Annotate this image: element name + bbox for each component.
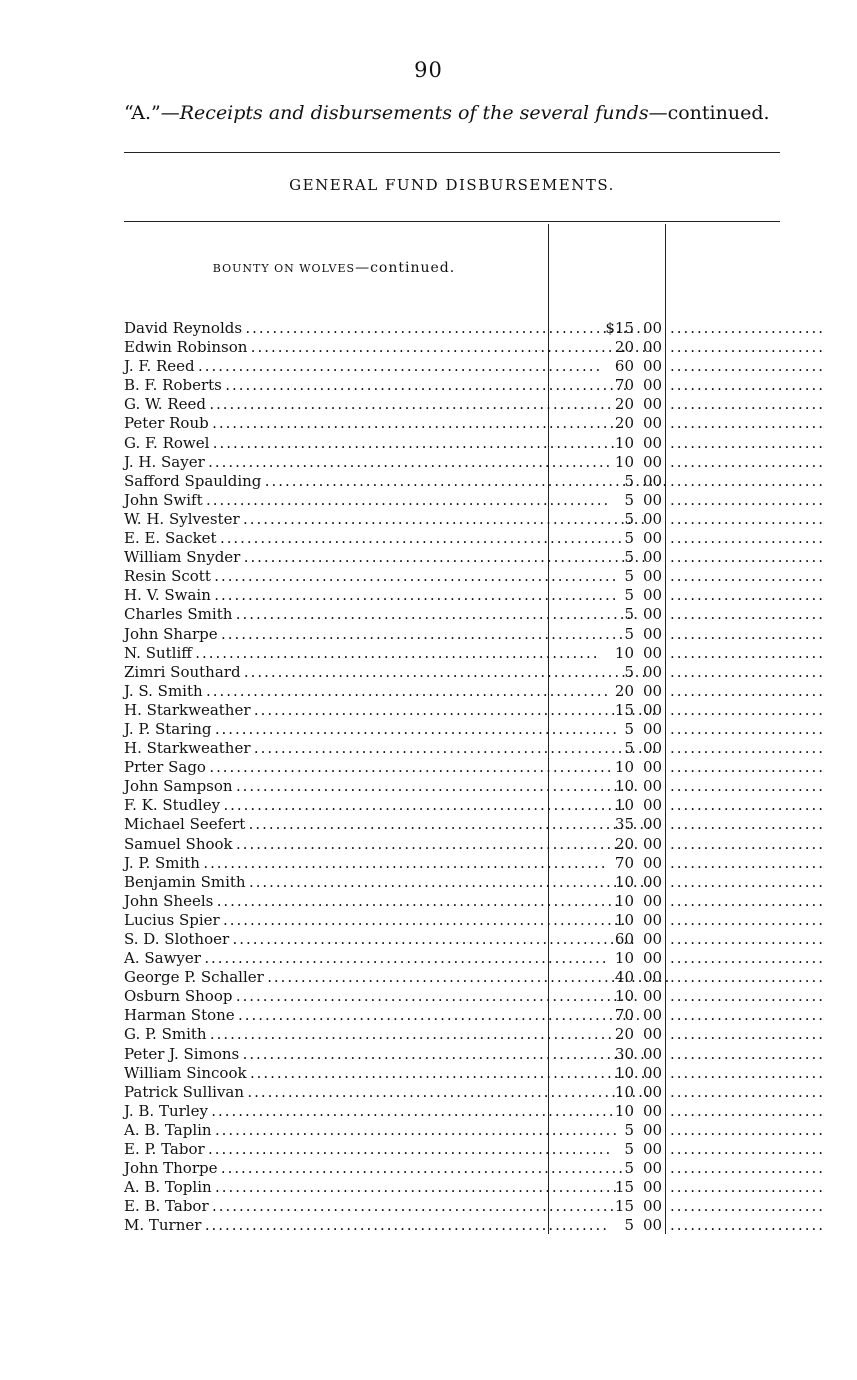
payee-name: Benjamin Smith . . . [124,873,546,892]
dot-leader: . . . . . . . . . . . . . . . . . . . . . . . [670,662,822,681]
amount-dollars: 15 [614,700,634,719]
amount-cents: 00 [643,1063,663,1082]
table-row [124,719,822,739]
dot-leader: . . . . . . . . . . . . . . . . . . . . . . . [670,834,822,853]
amount-dollars: 5 [624,739,634,758]
dot-leader: . . . . . . . . . . . . . . . . . . . . . . . [670,376,822,395]
dot-leader: . . . . . . . . . . . . . . . . . . . . . . . [670,777,822,796]
dot-leader: . . . . . . . . . . . . . . . . . . . . . . . [670,930,822,948]
payee-name: A. Sawyer . . . [124,949,546,968]
amount-cents: 00 [643,357,663,376]
dot-leader: . . . . . . . . . . . . . . . . . . . . . . . [670,624,822,643]
amount-dollars: 5 [624,1216,634,1235]
dot-leader: . . . . . . . . . . . . . . . . . . . . . . . [670,700,822,719]
amount-cents: 00 [643,891,663,910]
amount-cents: 00 [643,490,663,509]
amount-dollars: 35 [614,815,634,834]
amount-cents: 00 [643,509,663,528]
amount-dollars: 40 [614,968,634,987]
amount-cents: 00 [643,1101,663,1120]
subheading-caps: BOUNTY ON WOLVES [212,262,356,275]
payee-name: Edwin Robinson . . . [124,338,546,357]
dot-leader: . . . . . . . . . . . . . . . . . . . . . . . [670,968,822,987]
amount-dollars: 20 [614,1025,634,1044]
table-row [124,605,822,624]
amount-cents: 00 [643,624,663,643]
amount-cents: 00 [643,1082,663,1101]
table-row [124,872,822,892]
amount-cents: 00 [643,1006,663,1025]
table-row [124,1140,822,1159]
page-number: 90 [414,58,443,82]
payee-name: G. F. Rowel . . . [124,434,546,453]
dot-leader: . . . . . . . . . . . . . . . . . . . . . . . [670,643,822,662]
payee-name: Lucius Spier . . . [124,911,546,930]
payee-name: Peter J. Simons . . . [124,1045,546,1064]
table-row [124,1101,822,1121]
amount-cents: 00 [643,949,663,968]
amount-cents: 00 [643,471,663,490]
dot-leader: . . . . . . . . . . . . . . . . . . . . . . . [670,1101,822,1120]
amount-cents: 00 [643,777,663,796]
payee-name: J. S. Smith . . . [124,682,546,701]
dot-leader: . . . . . . . . . . . . . . . . . . . . . . . [670,509,822,528]
amount-dollars: 10 [614,643,634,662]
table-row [124,777,822,796]
amount-dollars: 10 [614,949,634,968]
amount-dollars: 20 [614,395,634,414]
subheading-rest: —continued. [355,260,456,276]
table-row [124,376,822,395]
dot-leader: . . . . . . . . . . . . . . . . . . . . . . . [670,1178,822,1197]
amount-dollars: $15 [605,319,634,337]
dot-leader: . . . . . . . . . . . . . . . . . . . . . . . [670,872,822,891]
table-row [124,796,822,815]
table-row [124,987,822,1006]
table-row [124,452,822,472]
table-row [124,1120,822,1140]
amount-cents: 00 [643,376,663,395]
table-row [124,700,822,720]
payee-name: Prter Sago . . . [124,758,546,777]
dot-leader: . . . . . . . . . . . . . . . . . . . . . . . [670,1044,822,1063]
amount-dollars: 15 [614,1197,634,1216]
dot-leader: . . . . . . . . . . . . . . . . . . . . . . . [670,891,822,910]
dot-leader: . . . . . . . . . . . . . . . . . . . . . . . [670,1120,822,1139]
amount-dollars: 30 [614,1044,634,1063]
amount-cents: 00 [643,1159,663,1178]
top-rule [124,152,780,153]
table-top-rule [124,221,780,222]
payee-name: John Swift . . . [124,491,546,510]
table-row [124,395,822,414]
payee-name: Samuel Shook . . . [124,835,546,854]
table-row [124,758,822,777]
amount-dollars: 5 [624,624,634,643]
amount-cents: 00 [643,643,663,662]
table-row [124,490,822,510]
amount-cents: 00 [643,910,663,929]
dot-leader: . . . . . . . . . . . . . . . . . . . . . . . [670,1159,822,1178]
amount-dollars: 5 [624,605,634,624]
payee-name: H. Starkweather . . . [124,701,546,720]
amount-dollars: 5 [624,1159,634,1178]
amount-cents: 00 [643,758,663,777]
amount-cents: 00 [643,395,663,414]
amount-dollars: 10 [614,872,634,891]
amount-dollars: 5 [624,471,634,490]
amount-dollars: 5 [624,1140,634,1159]
payee-name: A. B. Taplin . . . [124,1121,546,1140]
payee-name: William Snyder . . . [124,548,546,567]
header-prefix: “A.”— [124,102,180,124]
payee-name: S. D. Slothoer . . . [124,930,546,949]
amount-dollars: 20 [614,681,634,700]
amount-dollars: 10 [614,987,634,1006]
table-row [124,567,822,586]
dot-leader: . . . . . . . . . . . . . . . . . . . . . . . [670,758,822,777]
amount-cents: 00 [643,1178,663,1197]
amount-dollars: 5 [624,529,634,548]
table-row [124,433,822,453]
amount-dollars: 5 [624,548,634,567]
payee-name: Peter Roub . . . [124,414,546,433]
table-row [124,357,822,376]
payee-name: John Sampson . . . [124,777,546,796]
table-row [124,471,822,491]
payee-name: F. K. Studley . . . [124,796,546,815]
amount-dollars: 5 [624,662,634,681]
amount-cents: 00 [643,1025,663,1044]
table-row [124,1063,822,1083]
table-row [124,586,822,605]
payee-name: Safford Spaulding . . . [124,472,546,491]
table-row [124,681,822,701]
payee-name: George P. Schaller . . . [124,968,546,987]
payee-name: John Thorpe . . . [124,1159,546,1178]
running-header [124,102,780,124]
amount-cents: 00 [643,834,663,853]
amount-cents: 00 [643,872,663,891]
payee-name: H. Starkweather . . . [124,739,546,758]
dot-leader: . . . . . . . . . . . . . . . . . . . . . . . [670,1216,822,1235]
amount-dollars: 5 [624,1120,634,1139]
payee-name: Resin Scott . . . [124,567,546,586]
amount-cents: 00 [643,930,663,948]
amount-dollars: 10 [614,433,634,452]
table-row [124,949,822,968]
payee-name: G. P. Smith . . . [124,1025,546,1044]
amount-cents: 00 [643,1140,663,1159]
dot-leader: . . . . . . . . . . . . . . . . . . . . . . . [670,357,822,376]
amount-dollars: 10 [614,777,634,796]
payee-name: Patrick Sullivan . . . [124,1083,546,1102]
amount-dollars: 20 [614,834,634,853]
dot-leader: . . . . . . . . . . . . . . . . . . . . . . . [670,586,822,605]
table-row [124,1216,822,1235]
dot-leader: . . . . . . . . . . . . . . . . . . . . . . . [670,739,822,758]
amount-cents: 00 [643,681,663,700]
dot-leader: . . . . . . . . . . . . . . . . . . . . . . . [670,1082,822,1101]
amount-cents: 00 [643,968,663,987]
dot-leader: . . . . . . . . . . . . . . . . . . . . . . . [670,987,822,1006]
amount-cents: 00 [643,414,663,433]
table-row [124,319,822,338]
table-row [124,1082,822,1102]
payee-name: N. Sutliff . . . [124,644,546,663]
table-row [124,643,822,663]
dot-leader: . . . . . . . . . . . . . . . . . . . . . . . [670,395,822,414]
amount-dollars: 5 [624,567,634,586]
table-row [124,930,822,949]
amount-cents: 00 [643,853,663,872]
table-row [124,815,822,834]
amount-dollars: 10 [614,891,634,910]
payee-name: Michael Seefert . . . [124,815,546,834]
dot-leader: . . . . . . . . . . . . . . . . . . . . . . . [670,548,822,567]
amount-dollars: 10 [614,1082,634,1101]
dot-leader: . . . . . . . . . . . . . . . . . . . . . . . [670,490,822,509]
table-row [124,1197,822,1216]
payee-name: E. P. Tabor . . . [124,1140,546,1159]
disbursement-table [124,319,822,1236]
dot-leader: . . . . . . . . . . . . . . . . . . . . . . . [670,1025,822,1044]
payee-name: David Reynolds . . . [124,319,546,338]
amount-cents: 00 [643,319,663,337]
amount-cents: 00 [643,567,663,586]
dot-leader: . . . . . . . . . . . . . . . . . . . . . . . [670,471,822,490]
table-subheading [124,260,544,276]
payee-name: Charles Smith . . . [124,605,546,624]
dot-leader: . . . . . . . . . . . . . . . . . . . . . . . [670,1140,822,1159]
amount-dollars: 70 [614,853,634,872]
amount-cents: 00 [643,548,663,567]
amount-cents: 00 [643,605,663,624]
dot-leader: . . . . . . . . . . . . . . . . . . . . . . . [670,319,822,337]
payee-name: H. V. Swain . . . [124,586,546,605]
amount-cents: 00 [643,1044,663,1063]
amount-dollars: 20 [614,338,634,357]
table-row [124,891,822,911]
payee-name: J. F. Reed . . . [124,357,546,376]
table-row [124,1159,822,1178]
payee-name: J. P. Staring . . . [124,720,546,739]
header-suffix: —continued. [648,102,770,124]
dot-leader: . . . . . . . . . . . . . . . . . . . . . . . [670,796,822,815]
amount-dollars: 70 [614,376,634,395]
dot-leader: . . . . . . . . . . . . . . . . . . . . . . . [670,1197,822,1216]
dot-leader: . . . . . . . . . . . . . . . . . . . . . . . [670,815,822,834]
table-row [124,509,822,529]
payee-name: A. B. Toplin . . . [124,1178,546,1197]
dot-leader: . . . . . . . . . . . . . . . . . . . . . . . [670,910,822,929]
amount-cents: 00 [643,1197,663,1216]
table-row [124,414,822,433]
amount-dollars: 60 [614,930,634,948]
header-title: Receipts and disbursements of the several funds [179,102,649,124]
payee-name: J. H. Sayer . . . [124,453,546,472]
table-row [124,548,822,567]
amount-dollars: 20 [614,414,634,433]
payee-name: Osburn Shoop . . . [124,987,546,1006]
table-row [124,338,822,357]
amount-dollars: 5 [624,586,634,605]
amount-dollars: 10 [614,452,634,471]
payee-name: John Sharpe . . . [124,625,546,644]
payee-name: Zimri Southard . . . [124,663,546,682]
table-row [124,1025,822,1044]
amount-cents: 00 [643,586,663,605]
payee-name: E. B. Tabor . . . [124,1197,546,1216]
table-row [124,910,822,930]
amount-dollars: 10 [614,910,634,929]
table-row [124,624,822,644]
amount-dollars: 15 [614,1178,634,1197]
payee-name: J. B. Turley . . . [124,1102,546,1121]
amount-dollars: 10 [614,1101,634,1120]
amount-cents: 00 [643,700,663,719]
table-row [124,1006,822,1025]
table-row [124,968,822,987]
dot-leader: . . . . . . . . . . . . . . . . . . . . . . . [670,567,822,586]
payee-name: Harman Stone . . . [124,1006,546,1025]
amount-dollars: 10 [614,796,634,815]
amount-cents: 00 [643,815,663,834]
amount-dollars: 10 [614,758,634,777]
amount-cents: 00 [643,662,663,681]
amount-cents: 00 [643,529,663,548]
table-row [124,853,822,873]
table-row [124,662,822,682]
dot-leader: . . . . . . . . . . . . . . . . . . . . . . . [670,338,822,357]
amount-cents: 00 [643,1120,663,1139]
dot-leader: . . . . . . . . . . . . . . . . . . . . . . . [670,452,822,471]
amount-dollars: 10 [614,1063,634,1082]
payee-name: John Sheels . . . [124,892,546,911]
dot-leader: . . . . . . . . . . . . . . . . . . . . . . . [670,1063,822,1082]
dot-leader: . . . . . . . . . . . . . . . . . . . . . . . [670,605,822,624]
payee-name: W. H. Sylvester . . . [124,510,546,529]
amount-dollars: 70 [614,1006,634,1025]
section-title: GENERAL FUND DISBURSEMENTS. [289,176,615,194]
payee-name: E. E. Sacket . . . [124,529,546,548]
dot-leader: . . . . . . . . . . . . . . . . . . . . . . . [670,1006,822,1025]
table-row [124,834,822,854]
amount-cents: 00 [643,1216,663,1235]
amount-cents: 00 [643,452,663,471]
amount-dollars: 5 [624,509,634,528]
payee-name: J. P. Smith . . . [124,854,546,873]
table-row [124,739,822,758]
dot-leader: . . . . . . . . . . . . . . . . . . . . . . . [670,414,822,433]
amount-cents: 00 [643,433,663,452]
dot-leader: . . . . . . . . . . . . . . . . . . . . . . . [670,853,822,872]
amount-cents: 00 [643,719,663,738]
payee-name: William Sincook . . . [124,1064,546,1083]
table-row [124,529,822,548]
payee-name: B. F. Roberts . . . [124,376,546,395]
table-row [124,1178,822,1197]
dot-leader: . . . . . . . . . . . . . . . . . . . . . . . [670,433,822,452]
amount-dollars: 5 [624,719,634,738]
amount-cents: 00 [643,987,663,1006]
amount-cents: 00 [643,338,663,357]
amount-cents: 00 [643,796,663,815]
payee-name: G. W. Reed . . . [124,395,546,414]
amount-dollars: 5 [624,490,634,509]
dot-leader: . . . . . . . . . . . . . . . . . . . . . . . [670,719,822,738]
dot-leader: . . . . . . . . . . . . . . . . . . . . . . . [670,681,822,700]
amount-dollars: 60 [614,357,634,376]
payee-name: M. Turner . . . [124,1216,546,1235]
dot-leader: . . . . . . . . . . . . . . . . . . . . . . . [670,529,822,548]
amount-cents: 00 [643,739,663,758]
table-row [124,1044,822,1064]
dot-leader: . . . . . . . . . . . . . . . . . . . . . . . [670,949,822,968]
